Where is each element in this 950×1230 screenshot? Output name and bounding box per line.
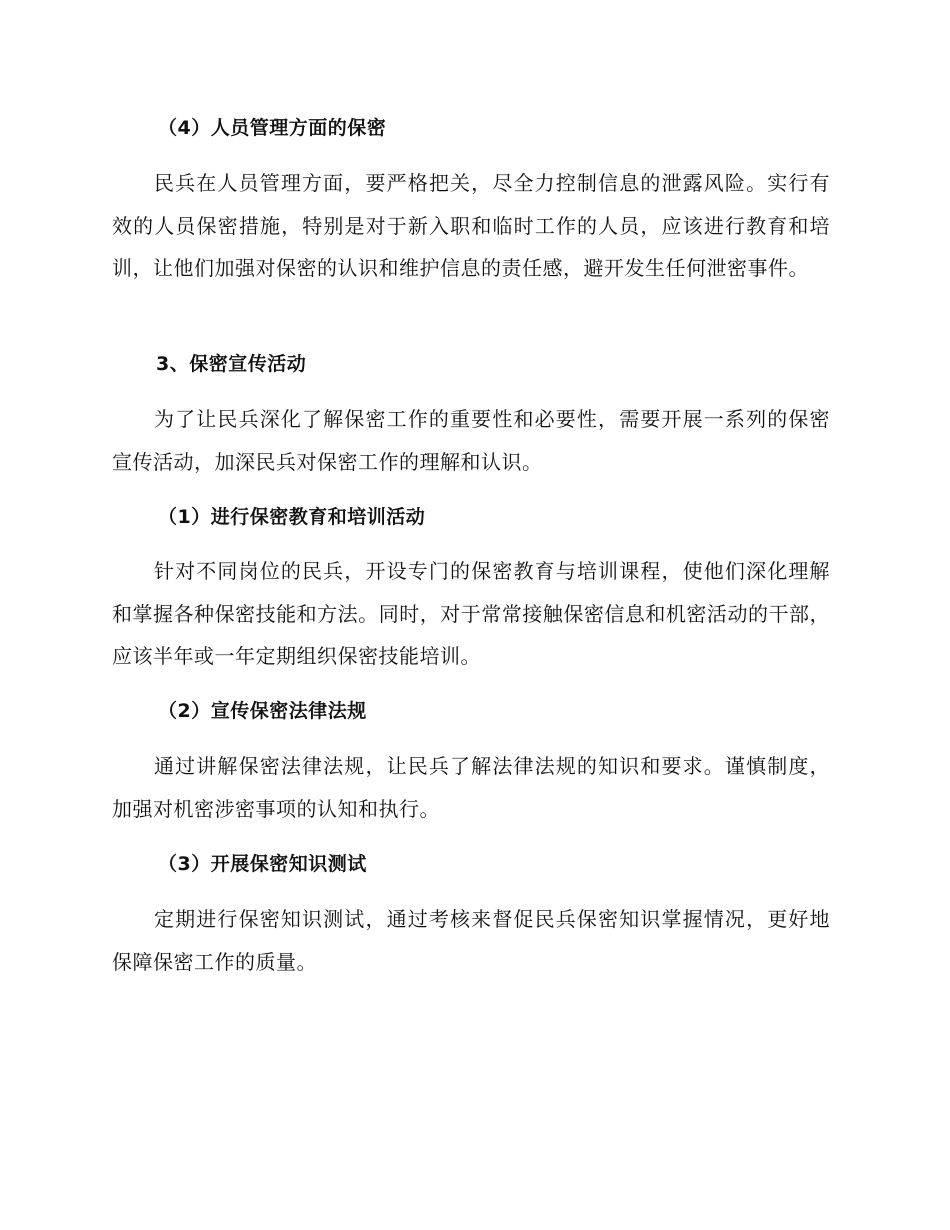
section-heading-laws: （2）宣传保密法律法规 [158,700,367,722]
paragraph-training: 针对不同岗位的民兵，开设专门的保密教育与培训课程，使他们深化理解和掌握各种保密技能和方法。同时，对于常常接触保密信息和机密活动的干部，应该半年或一年定期组织保密技能培训。 [112,559,830,668]
paragraph-testing: 定期进行保密知识测试，通过考核来督促民兵保密知识掌握情况，更好地保障保密工作的质量。 [112,907,830,974]
section-heading-publicity: 3、保密宣传活动 [156,353,307,375]
paragraph-publicity: 为了让民兵深化了解保密工作的重要性和必要性，需要开展一系列的保密宣传活动，加深民兵对保密工作的理解和认识。 [112,407,830,474]
section-heading-personnel: （4）人员管理方面的保密 [158,117,387,139]
section-heading-training: （1）进行保密教育和培训活动 [158,506,426,528]
paragraph-personnel: 民兵在人员管理方面，要严格把关，尽全力控制信息的泄露风险。实行有效的人员保密措施，特别是对于新入职和临时工作的人员，应该进行教育和培训，让他们加强对保密的认识和维护信息的责任感，避开发生任何泄密事件。 [112,171,830,280]
paragraph-laws: 通过讲解保密法律法规，让民兵了解法律法规的知识和要求。谨慎制度，加强对机密涉密事项的认知和执行。 [112,754,830,821]
section-heading-testing: （3）开展保密知识测试 [158,853,367,875]
